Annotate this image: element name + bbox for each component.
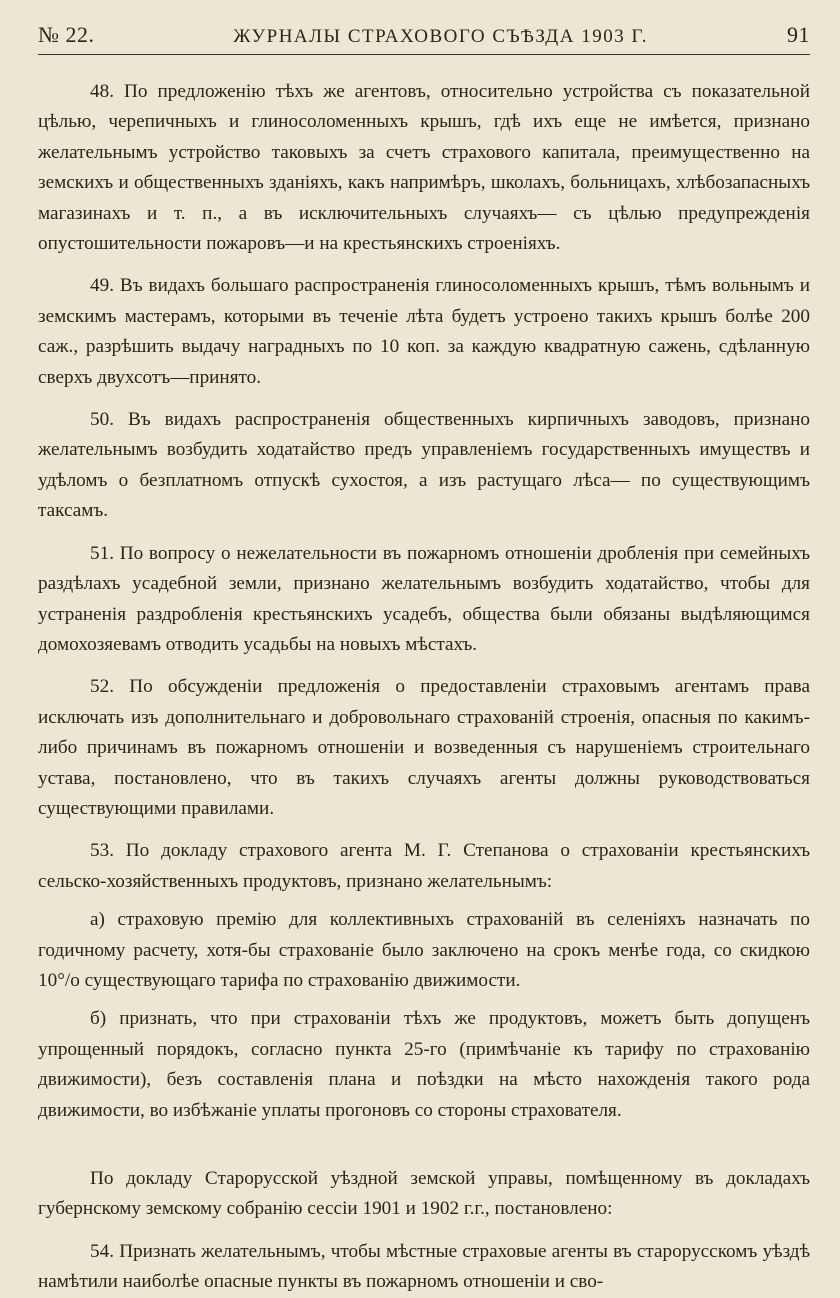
subitem-a: а) страховую премію для коллективныхъ страхованій въ селеніяхъ назначать по годичному расчету, хотя-бы страхованіе было заключено на срокъ менѣе года, со скидкою 10°/о существующаго тарифа по страхованію движимости. [38, 909, 810, 991]
paragraph-50: 50. Въ видахъ распространенія общественныхъ кирпичныхъ заводовъ, признано желательнымъ возбудить ходатайство предъ управленіемъ государственныхъ имуществъ и удѣломъ о безплатномъ отпускѣ сухостоя, а изъ растущаго лѣса— по существующимъ таксамъ. [38, 409, 810, 522]
subitem-b: б) признать, что при страхованіи тѣхъ же продуктовъ, можетъ быть допущенъ упрощенный порядокъ, согласно пункта 25-го (примѣчаніе къ тарифу по страхованію движимости), безъ составленія плана и поѣздки на мѣсто нахожденія такого рода движимости, во избѣжаніе уплаты прогоновъ со стороны страхователя. [38, 1008, 810, 1121]
page-header [38, 0, 810, 50]
section-gap [38, 1126, 810, 1164]
paragraph-54: 54. Признать желательнымъ, чтобы мѣстные страховые агенты въ старорусскомъ уѣздѣ намѣтили наиболѣе опасные пункты въ пожарномъ отношеніи и сво- [38, 1240, 810, 1293]
paragraph-53: 53. По докладу страхового агента М. Г. Степанова о страхованіи крестьянскихъ сельско-хозяйственныхъ продуктовъ, признано желательнымъ: [38, 840, 810, 892]
paragraph-51: 51. По вопросу о нежелательности въ пожарномъ отношеніи дробленія при семейныхъ раздѣлахъ усадебной земли, признано желательнымъ возбудить ходатайство, чтобы для устраненія раздробленія крестьянскихъ усадебъ, общества были обязаны выдѣляющимся домохозяевамъ отводить усадьбы на новыхъ мѣстахъ. [38, 542, 810, 655]
running-title: ЖУРНАЛЫ СТРАХОВОГО СЪѢЗДА 1903 Г. [233, 26, 649, 47]
paragraph-49: 49. Въ видахъ большаго распространенія глиносоломенныхъ крышъ, тѣмъ вольнымъ и земскимъ мастерамъ, которыми въ теченіе лѣта будетъ устроено такихъ крышъ болѣе 200 саж., разрѣшить выдачу наградныхъ по 10 коп. за каждую квадратную сажень, сдѣланную сверхъ двухсотъ—принято. [38, 275, 810, 388]
page-number: 91 [786, 22, 810, 47]
staraya-russa-intro: По докладу Старорусской уѣздной земской управы, помѣщенному въ докладахъ губернскому земскому собранію сессіи 1901 и 1902 г.г., постановлено: [38, 1168, 810, 1220]
header-rule [38, 54, 810, 55]
document-body [38, 77, 810, 1298]
paragraph-52: 52. По обсужденіи предложенія о предоставленіи страховымъ агентамъ права исключать изъ дополнительнаго и добровольнаго страхованій строенія, опасныя по какимъ-либо причинамъ въ пожарномъ отношеніи и возведенныя съ нарушеніемъ строительнаго устава, постановлено, что въ такихъ случаяхъ агенты должны руководствоваться существующими правилами. [38, 676, 810, 819]
journal-number: № 22. [38, 22, 95, 47]
paragraph-48: 48. По предложенію тѣхъ же агентовъ, относительно устройства съ показательной цѣлью, черепичныхъ и глиносоломенныхъ крышъ, гдѣ ихъ еще не имѣется, признано желательнымъ устройство таковыхъ за счетъ страхового капитала, преимущественно на земскихъ и общественныхъ зданіяхъ, какъ напримѣръ, школахъ, больницахъ, хлѣбозапасныхъ магазинахъ и т. п., а въ исключительныхъ случаяхъ— съ цѣлью предупрежденія опустошительности пожаровъ—и на крестьянскихъ строеніяхъ. [38, 81, 810, 255]
